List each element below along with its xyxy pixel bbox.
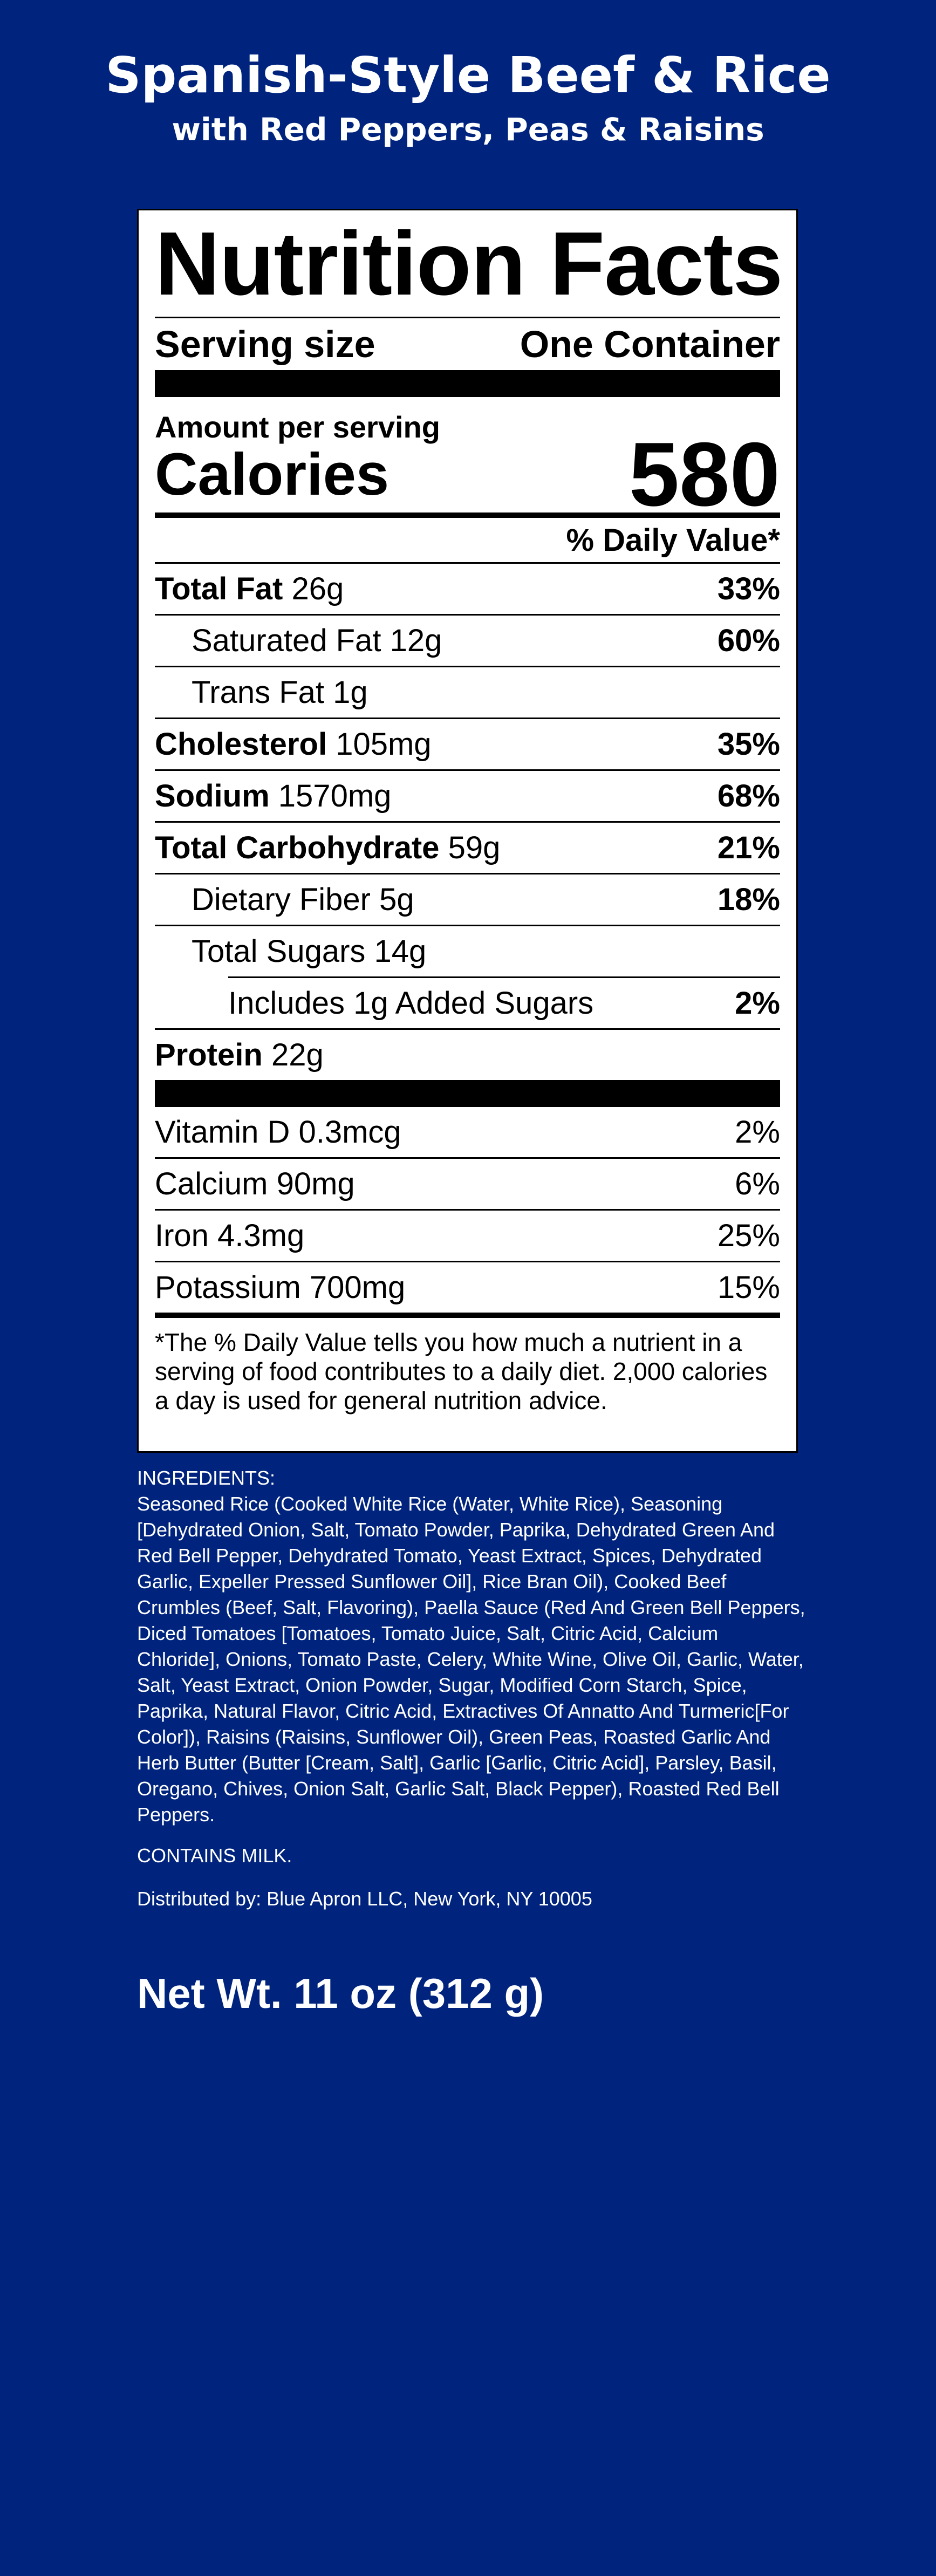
nutrient-row-saturated-fat xyxy=(155,616,780,666)
nutrient-row-dietary-fiber xyxy=(155,874,780,925)
vitamin-label: Potassium 700mg xyxy=(155,1270,406,1305)
nutrient-label: Trans Fat xyxy=(192,675,325,710)
nutrient-dv: 60% xyxy=(717,623,780,658)
nutrient-amount: 5g xyxy=(379,882,414,917)
thick-divider xyxy=(155,1080,780,1107)
serving-size-row xyxy=(155,318,780,370)
serving-size-label: Serving size xyxy=(155,323,375,365)
nutrient-label: Saturated Fat xyxy=(192,623,381,658)
nutrient-row-total-carbohydrate xyxy=(155,823,780,873)
nutrient-dv: 33% xyxy=(717,571,780,606)
daily-value-footnote: *The % Daily Value tells you how much a nutrient in a serving of food contributes to a daily diet. 2,000 calories a day is used for general nutrition advice. xyxy=(155,1328,768,1415)
nutrient-dv: 35% xyxy=(717,727,780,762)
nutrient-dv: 21% xyxy=(717,830,780,865)
nutrient-amount: 105mg xyxy=(336,727,432,762)
nutrient-dv: 68% xyxy=(717,778,780,814)
calories-label: Calories xyxy=(155,441,390,508)
nutrient-row-added-sugars xyxy=(155,978,780,1028)
thick-divider xyxy=(155,370,780,397)
nutrient-label: Total Carbohydrate xyxy=(155,830,440,865)
nutrient-amount: 26g xyxy=(291,571,344,606)
nutrient-amount: 12g xyxy=(390,623,442,658)
nutrient-amount: 1570mg xyxy=(278,778,392,814)
ingredients-text: Seasoned Rice (Cooked White Rice (Water, White Rice), Seasoning [Dehydrated Onion, Salt, Tomato Powder, Paprika, Dehydrated Green And Red Bell Pepper, Dehydrated Tomato, Yeast Extract, Spices, Dehydrated Garlic, Expeller Pressed Sunflower Oil], Rice Bran Oil), Cooked Beef Crumbles (Beef, Salt, Flavoring), Paella Sauce (Red And Green Bell Peppers, Diced Tomatoes [Tomatoes, Tomato Juice, Salt, Citric Acid, Calcium Chloride], Onions, Tomato Paste, Celery, White Wine, Olive Oil, Garlic, Water, Salt, Yeast Extract, Onion Powder, Sugar, Modified Corn Starch, Spice, Paprika, Natural Flavor, Citric Acid, Extractives Of Annatto And Turmeric[For Color]), Raisins (Raisins, Sunflower Oil), Green Peas, Roasted Garlic And Herb Butter (Butter [Cream, Salt], Garlic [Garlic, Citric Acid], Parsley, Basil, Oregano, Chives, Onion Salt, Garlic Salt, Black Pepper), Roasted Red Bell Peppers. xyxy=(137,1493,805,1826)
vitamin-dv: 2% xyxy=(735,1115,780,1150)
nutrient-dv: 18% xyxy=(717,882,780,917)
calories-value: 580 xyxy=(628,423,780,525)
nutrition-facts-heading: Nutrition Facts xyxy=(155,214,783,314)
vitamin-dv: 15% xyxy=(717,1270,780,1305)
vitamin-label: Iron 4.3mg xyxy=(155,1218,305,1253)
daily-value-header: % Daily Value* xyxy=(566,522,780,558)
vitamin-row-iron xyxy=(155,1211,780,1261)
nutrient-label: Dietary Fiber xyxy=(192,882,371,917)
nutrient-label: Total Fat xyxy=(155,571,283,606)
ingredients-title: INGREDIENTS: xyxy=(137,1467,276,1489)
vitamin-dv: 6% xyxy=(735,1166,780,1201)
nutrient-label: Cholesterol xyxy=(155,727,327,762)
nutrient-row-trans-fat xyxy=(155,667,780,718)
vitamin-label: Calcium 90mg xyxy=(155,1166,355,1201)
product-subtitle: with Red Peppers, Peas & Raisins xyxy=(172,111,764,148)
vitamin-row-vitamin-d xyxy=(155,1107,780,1157)
allergen-statement: CONTAINS MILK. xyxy=(137,1844,292,1867)
nutrient-label: Total Sugars xyxy=(192,934,366,969)
product-title: Spanish-Style Beef & Rice xyxy=(105,46,831,104)
vitamin-label: Vitamin D 0.3mcg xyxy=(155,1115,401,1150)
nutrient-row-total-fat xyxy=(155,564,780,614)
nutrition-facts-panel xyxy=(137,209,798,1453)
nutrient-amount: 1g xyxy=(333,675,368,710)
nutrient-amount: 22g xyxy=(271,1037,324,1072)
amount-per-serving: Amount per serving xyxy=(155,410,440,444)
nutrient-label: Sodium xyxy=(155,778,270,814)
serving-size-value: One Container xyxy=(520,323,780,365)
vitamin-row-calcium xyxy=(155,1159,780,1209)
nutrient-label: Protein xyxy=(155,1037,263,1072)
net-weight: Net Wt. 11 oz (312 g) xyxy=(137,1970,544,2017)
vitamin-row-potassium xyxy=(155,1262,780,1313)
distributor-line: Distributed by: Blue Apron LLC, New York, NY 10005 xyxy=(137,1888,592,1910)
nutrient-amount: 59g xyxy=(448,830,501,865)
nutrient-row-sodium xyxy=(155,771,780,821)
nutrient-amount: 14g xyxy=(374,934,427,969)
nutrient-row-protein xyxy=(155,1030,780,1080)
ingredients-section xyxy=(137,1465,806,1912)
nutrient-row-cholesterol xyxy=(155,719,780,769)
nutrient-row-total-sugars xyxy=(155,926,780,976)
vitamin-dv: 25% xyxy=(717,1218,780,1253)
nutrient-dv: 2% xyxy=(735,986,780,1021)
nutrient-label: Includes 1g Added Sugars xyxy=(228,986,594,1021)
product-header xyxy=(0,43,936,151)
medium-divider xyxy=(155,1313,780,1318)
